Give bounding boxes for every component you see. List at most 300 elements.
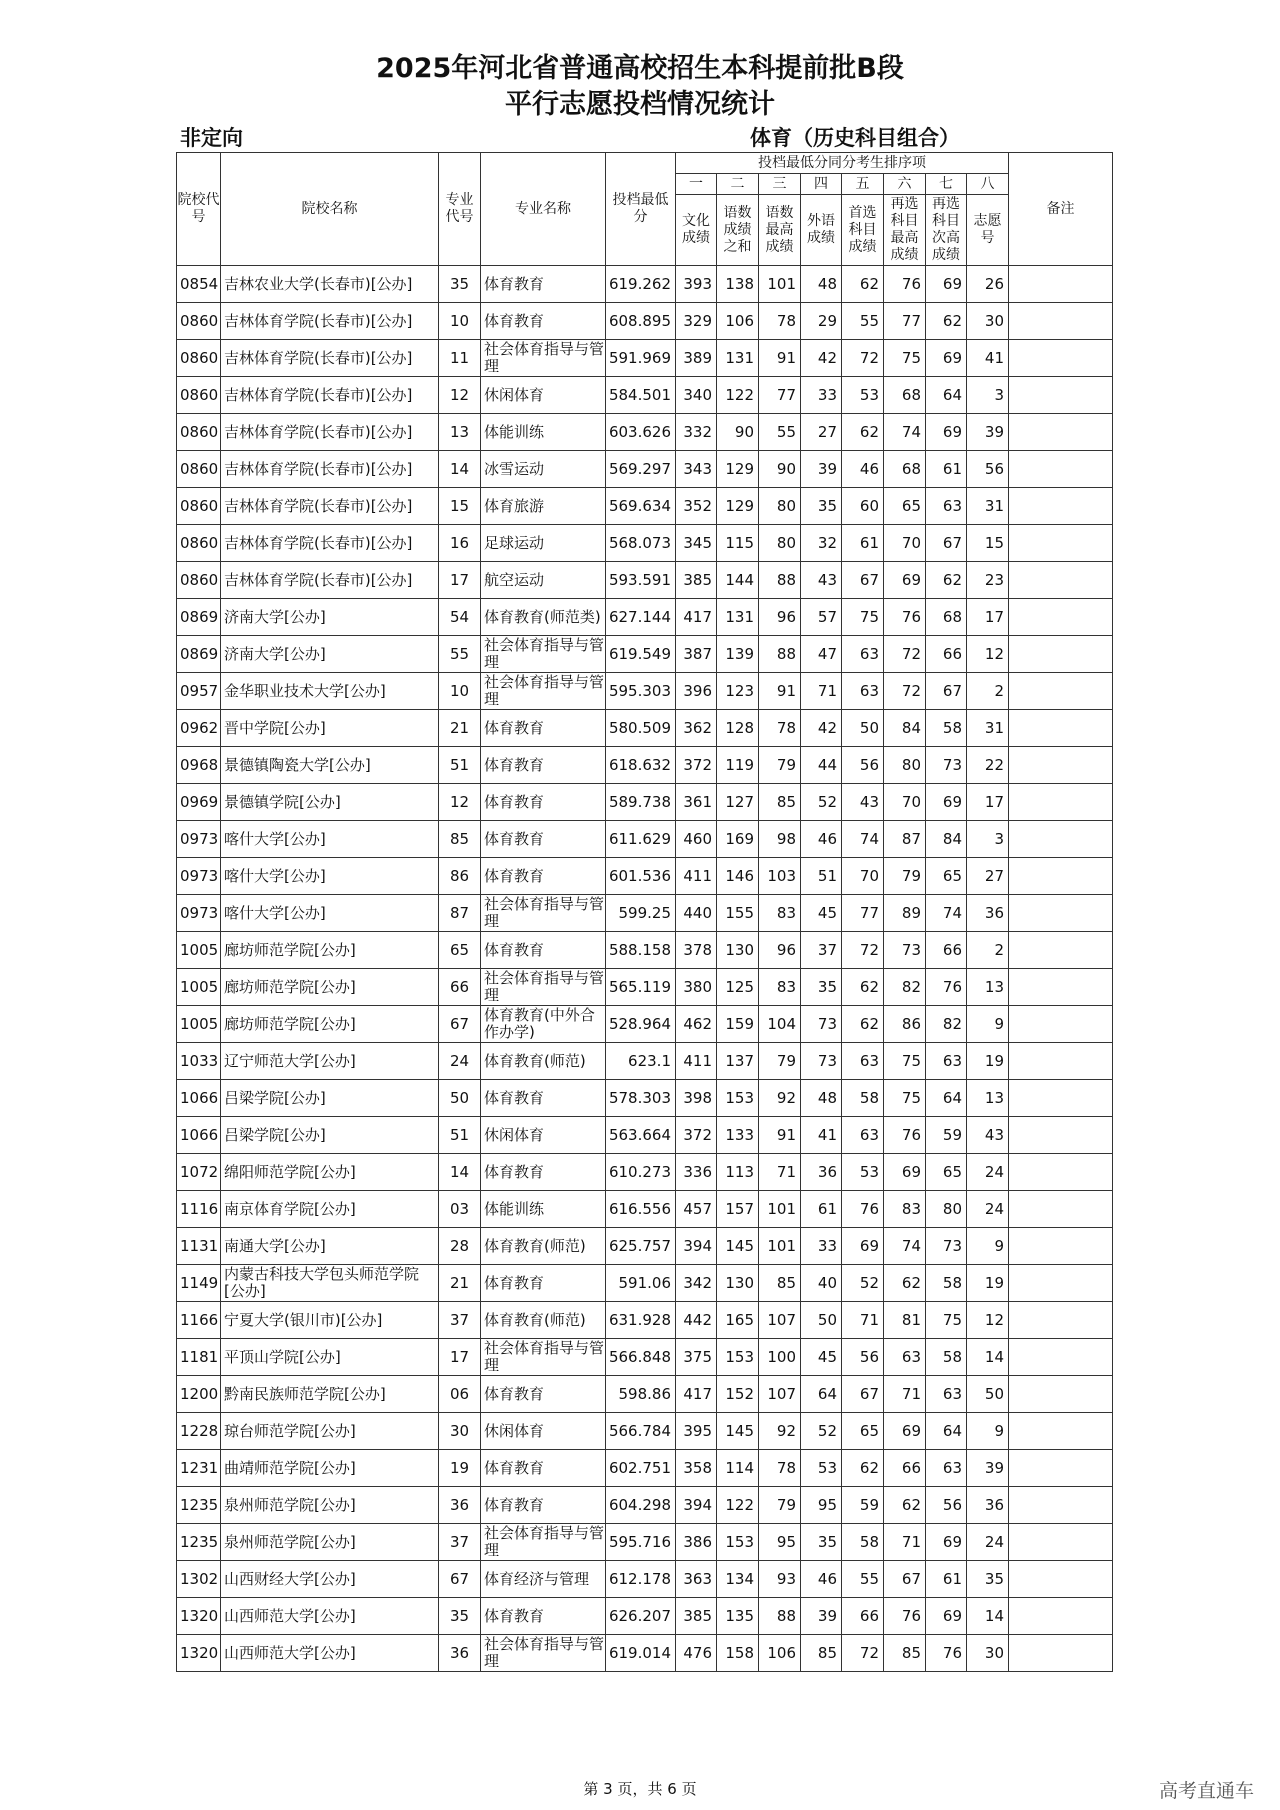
cell-order-value: 85: [759, 1265, 801, 1302]
cell-order-value: 75: [884, 1080, 926, 1117]
cell-order-value: 74: [842, 821, 884, 858]
header-order-num: 三: [759, 174, 801, 195]
cell-order-value: 130: [717, 932, 759, 969]
cell-min-score: 584.501: [606, 377, 676, 414]
cell-order-value: 153: [717, 1339, 759, 1376]
cell-order-value: 84: [884, 710, 926, 747]
cell-order-value: 60: [842, 488, 884, 525]
cell-min-score: 578.303: [606, 1080, 676, 1117]
cell-major-code: 65: [439, 932, 481, 969]
table-row: [177, 1043, 1113, 1080]
cell-min-score: 563.664: [606, 1117, 676, 1154]
cell-order-value: 72: [842, 1635, 884, 1672]
cell-order-value: 52: [801, 1413, 842, 1450]
cell-order-value: 13: [967, 1080, 1009, 1117]
cell-min-score: 601.536: [606, 858, 676, 895]
cell-remark: [1009, 1006, 1113, 1043]
table-row: [177, 562, 1113, 599]
cell-school-name: 南京体育学院[公办]: [221, 1191, 439, 1228]
cell-order-value: 45: [801, 1339, 842, 1376]
cell-min-score: 598.86: [606, 1376, 676, 1413]
cell-order-value: 35: [801, 488, 842, 525]
cell-min-score: 591.06: [606, 1265, 676, 1302]
cell-min-score: 619.549: [606, 636, 676, 673]
cell-order-value: 395: [676, 1413, 717, 1450]
cell-order-value: 58: [842, 1524, 884, 1561]
header-school-code: 院校代号: [177, 153, 221, 266]
cell-order-value: 47: [801, 636, 842, 673]
cell-order-value: 68: [926, 599, 967, 636]
cell-order-value: 130: [717, 1265, 759, 1302]
cell-order-value: 476: [676, 1635, 717, 1672]
cell-school-name: 山西财经大学[公办]: [221, 1561, 439, 1598]
table-row: [177, 377, 1113, 414]
cell-school-code: 1005: [177, 1006, 221, 1043]
cell-order-value: 155: [717, 895, 759, 932]
cell-order-value: 93: [759, 1561, 801, 1598]
cell-order-value: 73: [801, 1043, 842, 1080]
cell-order-value: 62: [842, 266, 884, 303]
table-row: [177, 932, 1113, 969]
cell-order-value: 83: [759, 895, 801, 932]
cell-school-name: 景德镇陶瓷大学[公办]: [221, 747, 439, 784]
cell-major-code: 86: [439, 858, 481, 895]
cell-order-value: 88: [759, 636, 801, 673]
cell-order-value: 61: [926, 451, 967, 488]
cell-order-value: 83: [884, 1191, 926, 1228]
cell-order-value: 46: [801, 1561, 842, 1598]
cell-order-value: 66: [926, 636, 967, 673]
cell-order-value: 85: [801, 1635, 842, 1672]
cell-order-value: 42: [801, 710, 842, 747]
header-order-item: 志愿号: [967, 195, 1009, 266]
cell-order-value: 79: [884, 858, 926, 895]
cell-order-value: 332: [676, 414, 717, 451]
cell-order-value: 29: [801, 303, 842, 340]
cell-school-name: 吉林农业大学(长春市)[公办]: [221, 266, 439, 303]
cell-remark: [1009, 1598, 1113, 1635]
cell-major-code: 12: [439, 784, 481, 821]
cell-order-value: 67: [926, 525, 967, 562]
cell-min-score: 593.591: [606, 562, 676, 599]
cell-order-value: 79: [759, 1487, 801, 1524]
cell-order-value: 95: [759, 1524, 801, 1561]
cell-min-score: 627.144: [606, 599, 676, 636]
cell-order-value: 131: [717, 599, 759, 636]
cell-major-code: 36: [439, 1635, 481, 1672]
cell-order-value: 133: [717, 1117, 759, 1154]
cell-major-code: 14: [439, 451, 481, 488]
cell-major-code: 50: [439, 1080, 481, 1117]
cell-min-score: 625.757: [606, 1228, 676, 1265]
cell-order-value: 113: [717, 1154, 759, 1191]
cell-order-value: 61: [842, 525, 884, 562]
cell-school-code: 1131: [177, 1228, 221, 1265]
cell-order-value: 55: [842, 1561, 884, 1598]
cell-order-value: 76: [884, 1598, 926, 1635]
cell-order-value: 63: [842, 673, 884, 710]
cell-order-value: 14: [967, 1339, 1009, 1376]
cell-remark: [1009, 710, 1113, 747]
cell-order-value: 71: [884, 1376, 926, 1413]
cell-order-value: 69: [884, 1154, 926, 1191]
cell-min-score: 595.303: [606, 673, 676, 710]
table-row: [177, 1376, 1113, 1413]
cell-major-code: 28: [439, 1228, 481, 1265]
cell-major-name: 社会体育指导与管理: [481, 340, 606, 377]
cell-min-score: 626.207: [606, 1598, 676, 1635]
cell-order-value: 84: [926, 821, 967, 858]
cell-order-value: 144: [717, 562, 759, 599]
cell-order-value: 64: [926, 377, 967, 414]
header-order-num: 六: [884, 174, 926, 195]
cell-order-value: 73: [926, 747, 967, 784]
document-title-line1: 2025年河北省普通高校招生本科提前批B段: [376, 53, 904, 84]
cell-order-value: 98: [759, 821, 801, 858]
cell-major-name: 冰雪运动: [481, 451, 606, 488]
cell-order-value: 17: [967, 784, 1009, 821]
cell-remark: [1009, 1191, 1113, 1228]
cell-order-value: 95: [801, 1487, 842, 1524]
cell-order-value: 48: [801, 266, 842, 303]
cell-order-value: 63: [926, 1043, 967, 1080]
cell-min-score: 599.25: [606, 895, 676, 932]
cell-order-value: 129: [717, 488, 759, 525]
cell-min-score: 589.738: [606, 784, 676, 821]
table-row: [177, 451, 1113, 488]
cell-order-value: 56: [842, 747, 884, 784]
cell-order-value: 73: [884, 932, 926, 969]
cell-school-name: 内蒙古科技大学包头师范学院[公办]: [221, 1265, 439, 1302]
header-remark: 备注: [1009, 153, 1113, 266]
cell-school-name: 金华职业技术大学[公办]: [221, 673, 439, 710]
cell-major-code: 54: [439, 599, 481, 636]
table-row: [177, 1080, 1113, 1117]
cell-order-value: 62: [926, 562, 967, 599]
cell-order-value: 67: [926, 673, 967, 710]
cell-order-value: 53: [801, 1450, 842, 1487]
cell-order-value: 79: [759, 1043, 801, 1080]
cell-remark: [1009, 1339, 1113, 1376]
cell-major-name: 体育教育: [481, 303, 606, 340]
cell-order-value: 19: [967, 1265, 1009, 1302]
cell-order-value: 43: [967, 1117, 1009, 1154]
cell-order-value: 3: [967, 377, 1009, 414]
cell-order-value: 78: [759, 1450, 801, 1487]
table-row: [177, 858, 1113, 895]
cell-order-value: 375: [676, 1339, 717, 1376]
cell-order-value: 65: [926, 1154, 967, 1191]
cell-order-value: 69: [926, 340, 967, 377]
cell-order-value: 74: [926, 895, 967, 932]
cell-major-name: 体育经济与管理: [481, 1561, 606, 1598]
category-label-right: 体育（历史科目组合）: [750, 126, 960, 150]
header-order-num: 七: [926, 174, 967, 195]
cell-order-value: 82: [926, 1006, 967, 1043]
header-order-num: 八: [967, 174, 1009, 195]
cell-order-value: 128: [717, 710, 759, 747]
cell-order-value: 106: [717, 303, 759, 340]
cell-remark: [1009, 414, 1113, 451]
cell-major-code: 10: [439, 673, 481, 710]
cell-major-code: 06: [439, 1376, 481, 1413]
cell-order-value: 43: [801, 562, 842, 599]
cell-major-name: 体育旅游: [481, 488, 606, 525]
cell-order-value: 53: [842, 377, 884, 414]
cell-order-value: 107: [759, 1302, 801, 1339]
cell-order-value: 66: [884, 1450, 926, 1487]
cell-order-value: 45: [801, 895, 842, 932]
cell-remark: [1009, 562, 1113, 599]
cell-order-value: 75: [884, 1043, 926, 1080]
cell-order-value: 24: [967, 1524, 1009, 1561]
cell-remark: [1009, 1524, 1113, 1561]
page-footer: 第 3 页，共 6 页: [583, 1780, 697, 1798]
cell-major-name: 体育教育: [481, 858, 606, 895]
cell-order-value: 329: [676, 303, 717, 340]
cell-major-name: 体能训练: [481, 1191, 606, 1228]
cell-major-code: 10: [439, 303, 481, 340]
cell-major-name: 体育教育: [481, 784, 606, 821]
cell-order-value: 460: [676, 821, 717, 858]
cell-major-name: 体育教育: [481, 1450, 606, 1487]
cell-major-name: 社会体育指导与管理: [481, 895, 606, 932]
cell-major-code: 51: [439, 1117, 481, 1154]
cell-remark: [1009, 451, 1113, 488]
cell-order-value: 106: [759, 1635, 801, 1672]
cell-major-code: 37: [439, 1524, 481, 1561]
cell-order-value: 70: [842, 858, 884, 895]
cell-order-value: 42: [801, 340, 842, 377]
cell-major-code: 14: [439, 1154, 481, 1191]
cell-major-code: 55: [439, 636, 481, 673]
table-row: [177, 414, 1113, 451]
table-row: [177, 1413, 1113, 1450]
table-row: [177, 969, 1113, 1006]
cell-order-value: 63: [884, 1339, 926, 1376]
cell-order-value: 69: [842, 1228, 884, 1265]
cell-min-score: 616.556: [606, 1191, 676, 1228]
cell-major-code: 12: [439, 377, 481, 414]
cell-order-value: 66: [926, 932, 967, 969]
table-row: [177, 1598, 1113, 1635]
cell-school-name: 辽宁师范大学[公办]: [221, 1043, 439, 1080]
cell-school-code: 0860: [177, 303, 221, 340]
cell-min-score: 595.716: [606, 1524, 676, 1561]
cell-order-value: 66: [842, 1598, 884, 1635]
cell-remark: [1009, 1265, 1113, 1302]
admission-table: [176, 152, 1113, 1672]
cell-order-value: 85: [759, 784, 801, 821]
cell-order-value: 3: [967, 821, 1009, 858]
cell-order-value: 68: [884, 377, 926, 414]
cell-order-value: 2: [967, 932, 1009, 969]
document-title-line2: 平行志愿投档情况统计: [505, 89, 775, 120]
cell-order-value: 77: [759, 377, 801, 414]
cell-order-value: 135: [717, 1598, 759, 1635]
cell-remark: [1009, 1302, 1113, 1339]
cell-order-value: 39: [967, 414, 1009, 451]
cell-school-name: 吕梁学院[公办]: [221, 1117, 439, 1154]
cell-major-code: 67: [439, 1006, 481, 1043]
cell-min-score: 565.119: [606, 969, 676, 1006]
cell-order-value: 86: [884, 1006, 926, 1043]
header-order-item: 语数最高成绩: [759, 195, 801, 266]
table-row: [177, 1191, 1113, 1228]
table-row: [177, 1450, 1113, 1487]
cell-order-value: 53: [842, 1154, 884, 1191]
cell-order-value: 77: [842, 895, 884, 932]
table-row: [177, 488, 1113, 525]
cell-order-value: 61: [801, 1191, 842, 1228]
cell-major-name: 体育教育: [481, 821, 606, 858]
cell-school-name: 喀什大学[公办]: [221, 821, 439, 858]
cell-major-name: 休闲体育: [481, 1117, 606, 1154]
cell-order-value: 100: [759, 1339, 801, 1376]
cell-order-value: 396: [676, 673, 717, 710]
cell-school-code: 0973: [177, 895, 221, 932]
cell-major-name: 体育教育(师范): [481, 1302, 606, 1339]
cell-remark: [1009, 1450, 1113, 1487]
cell-order-value: 340: [676, 377, 717, 414]
cell-order-value: 88: [759, 562, 801, 599]
cell-min-score: 608.895: [606, 303, 676, 340]
cell-order-value: 145: [717, 1228, 759, 1265]
cell-order-value: 389: [676, 340, 717, 377]
cell-remark: [1009, 1228, 1113, 1265]
cell-order-value: 37: [801, 932, 842, 969]
cell-order-value: 137: [717, 1043, 759, 1080]
cell-order-value: 104: [759, 1006, 801, 1043]
cell-order-value: 122: [717, 1487, 759, 1524]
cell-min-score: 591.969: [606, 340, 676, 377]
cell-school-name: 吕梁学院[公办]: [221, 1080, 439, 1117]
cell-major-code: 30: [439, 1413, 481, 1450]
cell-order-value: 62: [884, 1265, 926, 1302]
cell-order-value: 394: [676, 1487, 717, 1524]
cell-major-code: 36: [439, 1487, 481, 1524]
cell-major-code: 37: [439, 1302, 481, 1339]
cell-order-value: 76: [842, 1191, 884, 1228]
cell-order-value: 79: [759, 747, 801, 784]
table-row: [177, 1154, 1113, 1191]
cell-major-name: 体育教育: [481, 1154, 606, 1191]
cell-order-value: 64: [801, 1376, 842, 1413]
cell-min-score: 528.964: [606, 1006, 676, 1043]
cell-order-value: 69: [884, 1413, 926, 1450]
cell-order-value: 76: [926, 1635, 967, 1672]
cell-major-name: 体育教育: [481, 710, 606, 747]
table-row: [177, 673, 1113, 710]
cell-major-name: 社会体育指导与管理: [481, 1635, 606, 1672]
cell-major-code: 87: [439, 895, 481, 932]
cell-order-value: 71: [759, 1154, 801, 1191]
cell-order-value: 32: [801, 525, 842, 562]
cell-order-value: 72: [884, 673, 926, 710]
cell-order-value: 76: [884, 266, 926, 303]
cell-order-value: 65: [884, 488, 926, 525]
cell-order-value: 55: [759, 414, 801, 451]
cell-school-name: 吉林体育学院(长春市)[公办]: [221, 377, 439, 414]
cell-major-code: 21: [439, 710, 481, 747]
cell-order-value: 88: [759, 1598, 801, 1635]
cell-order-value: 64: [926, 1413, 967, 1450]
cell-order-value: 76: [884, 599, 926, 636]
cell-school-code: 0957: [177, 673, 221, 710]
cell-school-code: 1228: [177, 1413, 221, 1450]
cell-major-name: 休闲体育: [481, 377, 606, 414]
cell-order-value: 73: [926, 1228, 967, 1265]
cell-school-code: 1302: [177, 1561, 221, 1598]
cell-order-value: 352: [676, 488, 717, 525]
cell-order-value: 90: [759, 451, 801, 488]
cell-remark: [1009, 895, 1113, 932]
cell-order-value: 123: [717, 673, 759, 710]
cell-order-value: 68: [884, 451, 926, 488]
cell-order-value: 80: [926, 1191, 967, 1228]
cell-order-value: 96: [759, 599, 801, 636]
cell-school-name: 吉林体育学院(长春市)[公办]: [221, 488, 439, 525]
table-row: [177, 1302, 1113, 1339]
cell-order-value: 62: [926, 303, 967, 340]
cell-order-value: 417: [676, 599, 717, 636]
header-major-code: 专业代号: [439, 153, 481, 266]
cell-order-value: 69: [926, 1598, 967, 1635]
cell-order-value: 74: [884, 1228, 926, 1265]
cell-remark: [1009, 673, 1113, 710]
cell-order-value: 91: [759, 1117, 801, 1154]
cell-school-name: 山西师范大学[公办]: [221, 1635, 439, 1672]
cell-order-value: 71: [884, 1524, 926, 1561]
cell-order-value: 70: [884, 784, 926, 821]
cell-order-value: 372: [676, 747, 717, 784]
cell-remark: [1009, 340, 1113, 377]
cell-order-value: 50: [967, 1376, 1009, 1413]
cell-order-value: 153: [717, 1080, 759, 1117]
cell-min-score: 619.262: [606, 266, 676, 303]
cell-major-code: 11: [439, 340, 481, 377]
cell-order-value: 62: [842, 1006, 884, 1043]
table-row: [177, 1524, 1113, 1561]
cell-order-value: 22: [967, 747, 1009, 784]
cell-min-score: 603.626: [606, 414, 676, 451]
cell-min-score: 604.298: [606, 1487, 676, 1524]
table-row: [177, 1117, 1113, 1154]
cell-order-value: 336: [676, 1154, 717, 1191]
header-order-num: 一: [676, 174, 717, 195]
cell-school-name: 琼台师范学院[公办]: [221, 1413, 439, 1450]
cell-order-value: 89: [884, 895, 926, 932]
cell-order-value: 67: [884, 1561, 926, 1598]
cell-order-value: 152: [717, 1376, 759, 1413]
cell-order-value: 72: [842, 340, 884, 377]
cell-order-value: 342: [676, 1265, 717, 1302]
cell-order-value: 159: [717, 1006, 759, 1043]
cell-order-value: 71: [842, 1302, 884, 1339]
table-row: [177, 895, 1113, 932]
cell-order-value: 39: [801, 1598, 842, 1635]
cell-order-value: 82: [884, 969, 926, 1006]
cell-school-code: 0860: [177, 488, 221, 525]
cell-remark: [1009, 266, 1113, 303]
cell-order-value: 31: [967, 710, 1009, 747]
cell-order-value: 24: [967, 1154, 1009, 1191]
cell-order-value: 43: [842, 784, 884, 821]
cell-order-value: 33: [801, 377, 842, 414]
cell-min-score: 611.629: [606, 821, 676, 858]
cell-school-code: 1005: [177, 969, 221, 1006]
cell-remark: [1009, 1635, 1113, 1672]
